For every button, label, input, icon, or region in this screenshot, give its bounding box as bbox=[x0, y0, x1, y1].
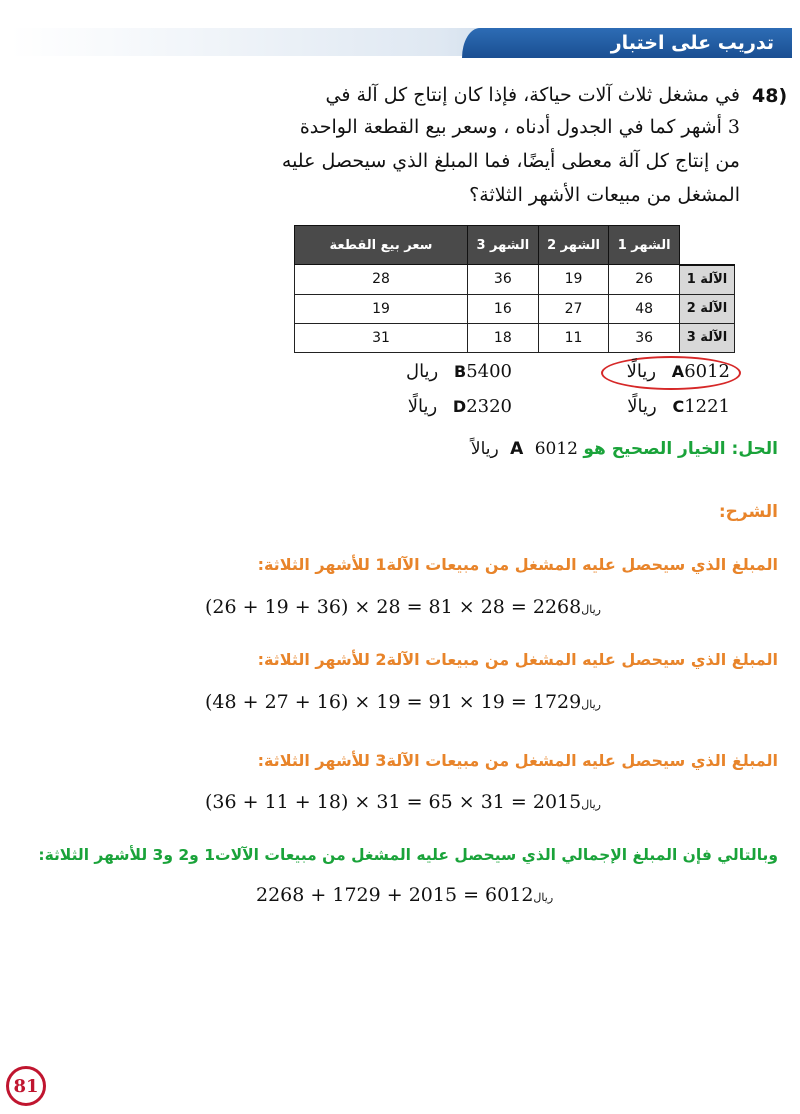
answer-value: 6012 ريالاً bbox=[470, 439, 578, 459]
table-cell: 19 bbox=[538, 265, 609, 295]
table-cell: 36 bbox=[468, 265, 539, 295]
table-cell: 28 bbox=[295, 265, 468, 295]
step-3-equation bbox=[205, 791, 601, 813]
answer-letter: A bbox=[510, 439, 524, 459]
table-cell: 16 bbox=[468, 294, 539, 323]
table-cell: 26 bbox=[609, 265, 680, 295]
header-month-3: الشهر 3 bbox=[468, 226, 539, 265]
choice-b bbox=[406, 361, 512, 382]
table-cell: 48 bbox=[609, 294, 680, 323]
step-1-unit: ريال bbox=[581, 603, 601, 616]
total-unit: ريال bbox=[533, 891, 554, 904]
table-row bbox=[295, 294, 735, 323]
choice-b-text: 5400 ريال bbox=[405, 361, 512, 382]
table-cell: 31 bbox=[295, 323, 468, 352]
production-table bbox=[294, 225, 735, 353]
row-label: الآلة 3 bbox=[679, 323, 734, 352]
total-equation bbox=[256, 884, 553, 906]
table-corner bbox=[679, 226, 734, 265]
table-row bbox=[295, 323, 735, 352]
header-price: سعر بيع القطعة bbox=[295, 226, 468, 265]
step-1-equation bbox=[205, 596, 601, 618]
choice-a bbox=[627, 361, 730, 382]
choice-d-text: 2320 ريالًا bbox=[407, 396, 512, 417]
step-3-expression: (36 + 11 + 18) × 31 = 65 × 31 = 2015 bbox=[205, 791, 582, 813]
choice-a-text: 6012 ريالًا bbox=[626, 361, 730, 382]
step-2-unit: ريال bbox=[581, 698, 601, 711]
choice-c-text: 1221 ريالًا bbox=[627, 396, 730, 417]
question-line-3: من إنتاج كل آلة معطى أيضًا، فما المبلغ الذي سيحصل عليه bbox=[281, 150, 740, 172]
page-number: 81 bbox=[6, 1066, 46, 1106]
header-month-2: الشهر 2 bbox=[538, 226, 609, 265]
table-cell: 36 bbox=[609, 323, 680, 352]
table-cell: 27 bbox=[538, 294, 609, 323]
table-cell: 19 bbox=[295, 294, 468, 323]
choice-c-letter: C bbox=[672, 397, 685, 416]
row-label: الآلة 1 bbox=[679, 265, 734, 295]
table-row bbox=[295, 265, 735, 295]
total-expression: 2268 + 1729 + 2015 = 6012 bbox=[256, 884, 534, 906]
answer-line bbox=[471, 439, 778, 459]
table-cell: 18 bbox=[468, 323, 539, 352]
section-title: تدريب على اختبار bbox=[610, 32, 774, 54]
step-3-heading: المبلغ الذي سيحصل عليه المشغل من مبيعات الآلة3 للأشهر الثلاثة: bbox=[257, 751, 778, 770]
step-3-unit: ريال bbox=[581, 798, 601, 811]
answer-label: الحل: الخيار الصحيح هو bbox=[583, 439, 778, 459]
question-number: 48) bbox=[752, 85, 788, 107]
table-cell: 11 bbox=[538, 323, 609, 352]
choice-b-letter: B bbox=[453, 362, 467, 381]
total-heading: وبالتالي فإن المبلغ الإجمالي الذي سيحصل عليه المشغل من مبيعات الآلات1 و2 و3 للأشهر الثلاثة: bbox=[38, 846, 778, 864]
choice-c bbox=[627, 396, 730, 417]
step-1-heading: المبلغ الذي سيحصل عليه المشغل من مبيعات الآلة1 للأشهر الثلاثة: bbox=[257, 555, 778, 574]
question-line-1: في مشغل ثلاث آلات حياكة، فإذا كان إنتاج كل آلة في bbox=[325, 84, 740, 106]
choice-d bbox=[408, 396, 512, 417]
row-label: الآلة 2 bbox=[679, 294, 734, 323]
step-2-equation bbox=[205, 691, 601, 713]
explanation-label: الشرح: bbox=[718, 502, 778, 522]
question-line-4: المشغل من مبيعات الأشهر الثلاثة؟ bbox=[469, 184, 740, 206]
step-1-expression: (26 + 19 + 36) × 28 = 81 × 28 = 2268 bbox=[205, 596, 582, 618]
choice-d-letter: D bbox=[452, 397, 467, 416]
header-month-1: الشهر 1 bbox=[609, 226, 680, 265]
question-line-2: 3 أشهر كما في الجدول أدناه ، وسعر بيع القطعة الواحدة bbox=[299, 116, 740, 138]
step-2-expression: (48 + 27 + 16) × 19 = 91 × 19 = 1729 bbox=[205, 691, 582, 713]
choice-a-letter: A bbox=[671, 362, 685, 381]
step-2-heading: المبلغ الذي سيحصل عليه المشغل من مبيعات الآلة2 للأشهر الثلاثة: bbox=[257, 650, 778, 669]
